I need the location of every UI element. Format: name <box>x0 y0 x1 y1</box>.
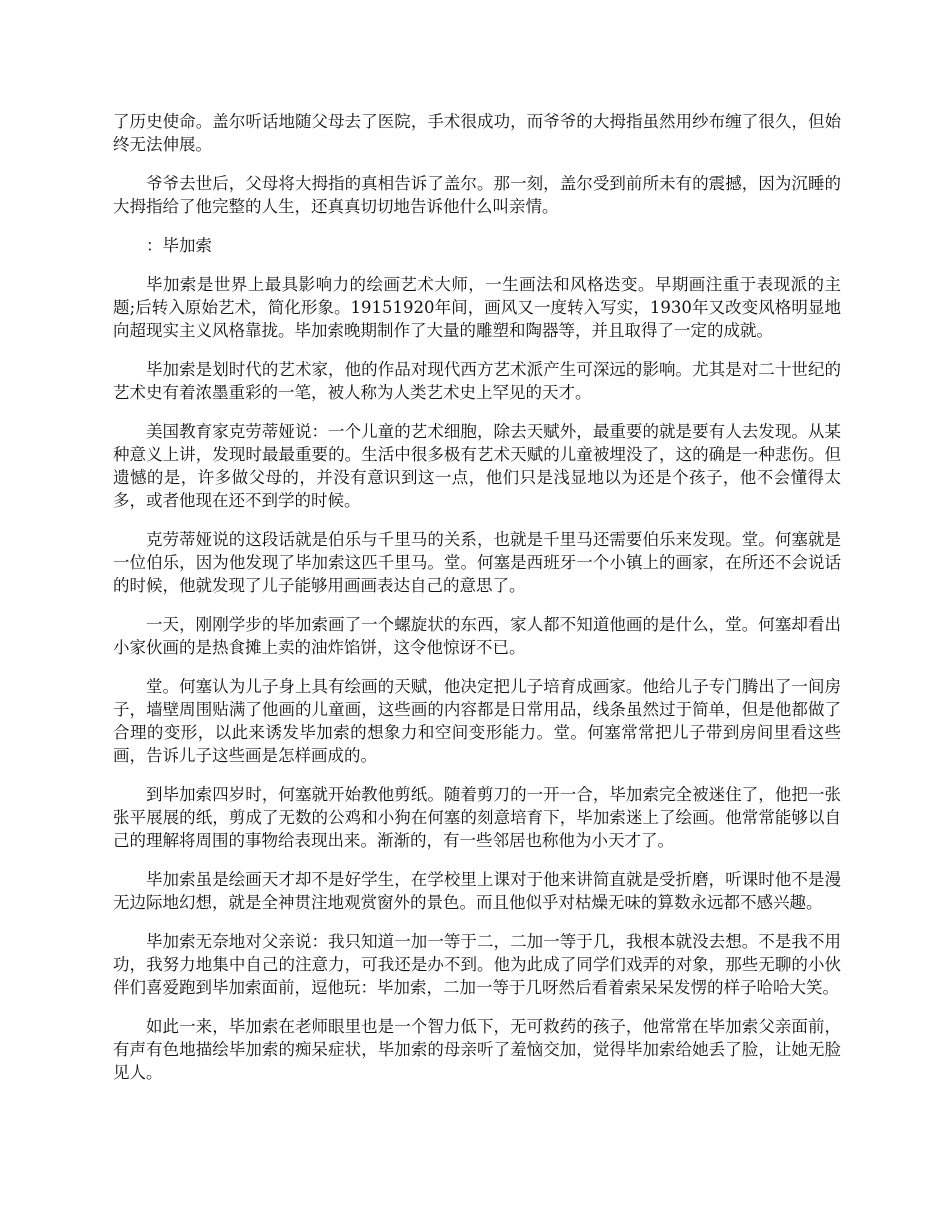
paragraph: 毕加索无奈地对父亲说：我只知道一加一等于二，二加一等于几，我根本就没去想。不是我不用功，我努力地集中自己的注意力，可我还是办不到。他为此成了同学们戏弄的对象，那些无聊的小伙伴们喜爱跑到毕加索面前，逗他玩：毕加索，二加一等于几呀然后看着索呆呆发愣的样子哈哈大笑。 <box>113 932 841 997</box>
paragraph: 毕加索虽是绘画天才却不是好学生，在学校里上课对于他来讲简直就是受折磨，听课时他不是漫无边际地幻想，就是全神贯注地观赏窗外的景色。而且他似乎对枯燥无味的算数永远都不感兴趣。 <box>113 870 841 912</box>
paragraph: 毕加索是划时代的艺术家，他的作品对现代西方艺术派产生可深远的影响。尤其是对二十世纪的艺术史有着浓墨重彩的一笔，被人称为人类艺术史上罕见的天才。 <box>113 360 841 402</box>
paragraph: 到毕加索四岁时，何塞就开始教他剪纸。随着剪刀的一开一合，毕加索完全被迷住了，他把一张张平展展的纸，剪成了无数的公鸡和小狗在何塞的刻意培育下，毕加索迷上了绘画。他常常能够以自己的理解将周围的事物给表现出来。渐渐的，有一些邻居也称他为小天才了。 <box>113 785 841 850</box>
paragraph: 美国教育家克劳蒂娅说：一个儿童的艺术细胞，除去天赋外，最重要的就是要有人去发现。从某种意义上讲，发现时最最重要的。生活中很多极有艺术天赋的儿童被埋没了，这的确是一种悲伤。但遗憾的是，许多做父母的，并没有意识到这一点，他们只是浅显地以为还是个孩子，他不会懂得太多，或者他现在还不到学的时候。 <box>113 422 841 510</box>
paragraph: 爷爷去世后，父母将大拇指的真相告诉了盖尔。那一刻，盖尔受到前所未有的震撼，因为沉睡的大拇指给了他完整的人生，还真真切切地告诉他什么叫亲情。 <box>113 174 841 216</box>
paragraph: 了历史使命。盖尔听话地随父母去了医院，手术很成功，而爷爷的大拇指虽然用纱布缠了很久，但始终无法伸展。 <box>113 112 841 154</box>
document-page <box>113 110 841 1100</box>
paragraph: 毕加索是世界上最具影响力的绘画艺术大师，一生画法和风格迭变。早期画注重于表现派的主题;后转入原始艺术，简化形象。19151920年间，画风又一度转入写实，1930年又改变风格明显地向超现实主义风格靠拢。毕加索晚期制作了大量的雕塑和陶器等，并且取得了一定的成就。 <box>113 275 841 340</box>
paragraph: 克劳蒂娅说的这段话就是伯乐与千里马的关系，也就是千里马还需要伯乐来发现。堂。何塞就是一位伯乐，因为他发现了毕加索这匹千里马。堂。何塞是西班牙一个小镇上的画家，在所还不会说话的时候，他就发现了儿子能够用画画表达自己的意思了。 <box>113 530 841 595</box>
section-heading: ：毕加索 <box>146 236 212 255</box>
paragraph: 如此一来，毕加索在老师眼里也是一个智力低下，无可救药的孩子，他常常在毕加索父亲面前，有声有色地描绘毕加索的痴呆症状，毕加索的母亲听了羞恼交加，觉得毕加索给她丢了脸，让她无脸见人。 <box>113 1017 841 1082</box>
paragraph: 堂。何塞认为儿子身上具有绘画的天赋，他决定把儿子培育成画家。他给儿子专门腾出了一间房子，墙壁周围贴满了他画的儿童画，这些画的内容都是日常用品，线条虽然过于简单，但是他都做了合理的变形，以此来诱发毕加索的想象力和空间变形能力。堂。何塞常常把儿子带到房间里看这些画，告诉儿子这些画是怎样画成的。 <box>113 677 841 765</box>
paragraph: 一天，刚刚学步的毕加索画了一个螺旋状的东西，家人都不知道他画的是什么，堂。何塞却看出小家伙画的是热食摊上卖的油炸馅饼，这令他惊讶不已。 <box>113 615 841 657</box>
